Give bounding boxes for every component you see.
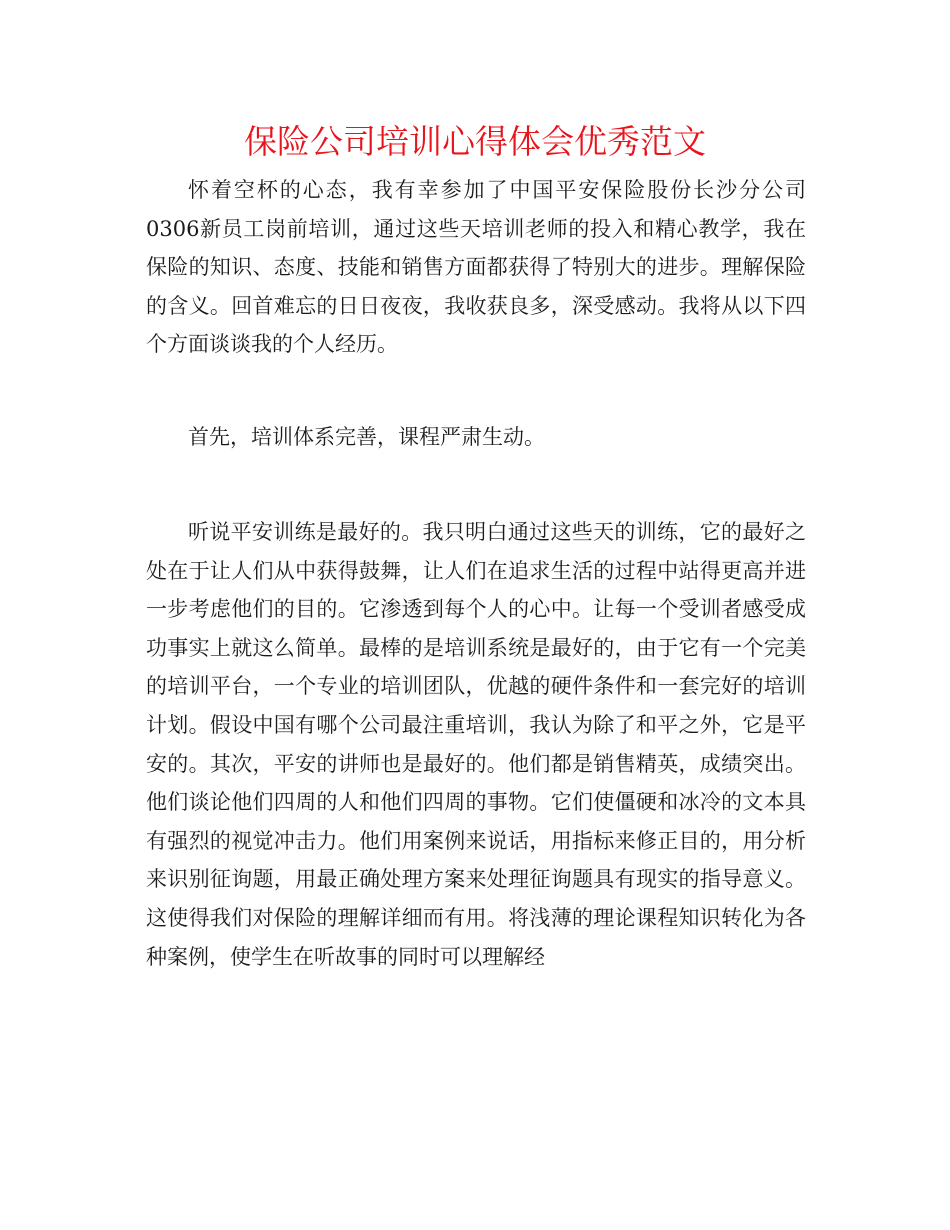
paragraph-section-heading: 首先，培训体系完善，课程严肃生动。 [188,425,545,449]
paragraph-training: 听说平安训练是最好的。我只明白通过这些天的训练，它的最好之处在于让人们从中获得鼓舞，让人们在追求生活的过程中站得更高并进一步考虑他们的目的。它渗透到每个人的心中。让每一个受训者感受成功事实上就这么简单。最棒的是培训系统是最好的，由于它有一个完美的培训平台，一个专业的培训团队，优越的硬件条件和一套完好的培训计划。假设中国有哪个公司最注重培训，我认为除了和平之外，它是平安的。其次，平安的讲师也是最好的。他们都是销售精英，成绩突出。他们谈论他们四周的人和他们四周的事物。它们使僵硬和冰冷的文本具有强烈的视觉冲击力。他们用案例来说话，用指标来修正目的，用分析来识别征询题，用最正确处理方案来处理征询题具有现实的指导意义。这使得我们对保险的理解详细而有用。将浅薄的理论课程知识转化为各种案例，使学生在听故事的同时可以理解经 [146,520,806,969]
document-title: 保险公司培训心得体会优秀范文 [244,122,706,161]
paragraph-intro: 怀着空杯的心态，我有幸参加了中国平安保险股份长沙分公司0306新员工岗前培训，通过这些天培训老师的投入和精心教学，我在保险的知识、态度、技能和销售方面都获得了特别大的进步。理解保险的含义。回首难忘的日日夜夜，我收获良多，深受感动。我将从以下四个方面谈谈我的个人经历。 [146,178,806,357]
